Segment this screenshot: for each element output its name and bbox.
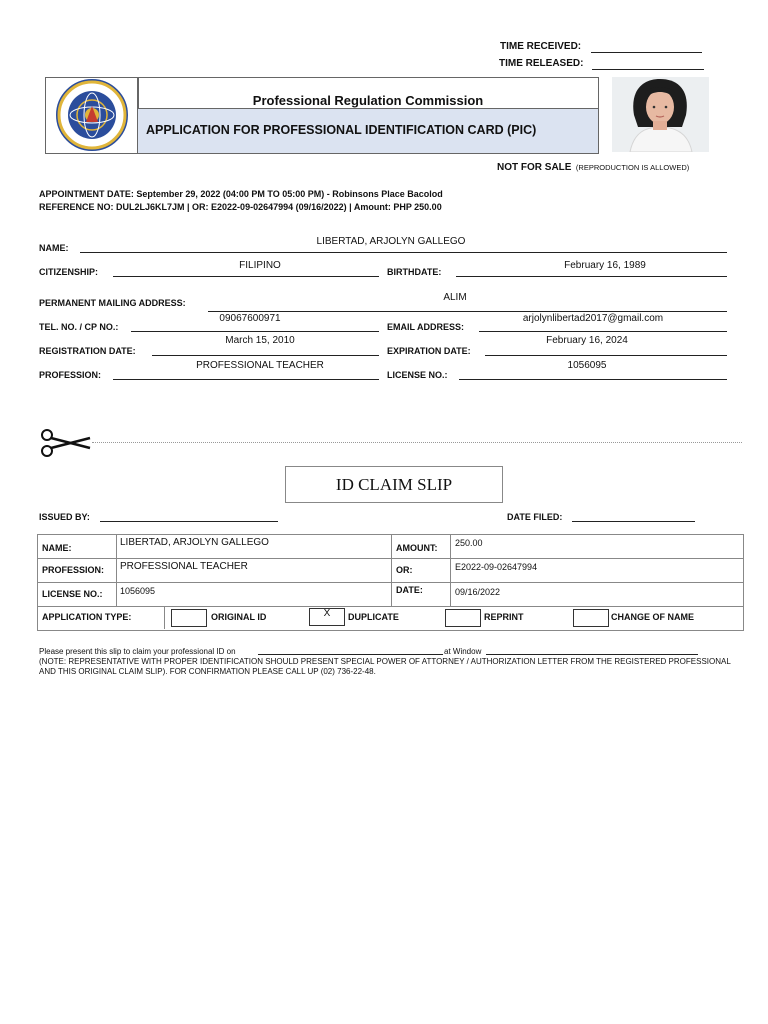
slip-name-label: NAME: xyxy=(42,543,72,553)
slip-date-label: DATE: xyxy=(396,585,423,595)
issued-by-line[interactable] xyxy=(100,521,278,522)
window-label: at Window xyxy=(444,647,482,656)
reprint-label: REPRINT xyxy=(484,612,524,622)
prc-seal-icon xyxy=(46,78,138,153)
time-released-label: TIME RELEASED: xyxy=(499,58,584,69)
original-id-label: ORIGINAL ID xyxy=(211,612,267,622)
slip-or-value[interactable]: E2022-09-02647994 xyxy=(455,562,538,572)
table-col-divider xyxy=(164,606,165,629)
name-value[interactable]: LIBERTAD, ARJOLYN GALLEGO xyxy=(316,236,466,247)
cut-line xyxy=(92,442,742,443)
slip-amount-value[interactable]: 250.00 xyxy=(455,538,483,548)
name-label: NAME: xyxy=(39,243,69,253)
table-row-divider xyxy=(37,558,743,559)
representative-note: (NOTE: REPRESENTATIVE WITH PROPER IDENTIFICATION SHOULD PRESENT SPECIAL POWER OF ATTORNEY / AUTHORIZATION LETTER FROM THE REGISTERED PROFESSIONAL AND THIS ORIGINAL CLAIM SLIP). FOR CONFIRMATION PLEASE CALL UP (02) 736-22-48. xyxy=(39,657,731,676)
not-for-sale-label: NOT FOR SALE xyxy=(497,162,572,173)
person-photo-icon xyxy=(612,77,709,152)
claim-instruction-text: Please present this slip to claim your professional ID on xyxy=(39,647,236,656)
slip-license-value[interactable]: 1056095 xyxy=(120,586,156,596)
birthdate-value[interactable]: February 16, 1989 xyxy=(564,260,646,271)
email-label: EMAIL ADDRESS: xyxy=(387,322,465,332)
email-value[interactable]: arjolynlibertad2017@gmail.com xyxy=(522,313,664,324)
expiration-date-line xyxy=(485,355,727,356)
citizenship-value[interactable]: FILIPINO xyxy=(239,260,281,271)
slip-or-label: OR: xyxy=(396,565,413,575)
slip-license-label: LICENSE NO.: xyxy=(42,589,103,599)
profession-value[interactable]: PROFESSIONAL TEACHER xyxy=(196,360,324,371)
registration-date-value[interactable]: March 15, 2010 xyxy=(225,335,295,346)
form-title: APPLICATION FOR PROFESSIONAL IDENTIFICATION CARD (PIC) xyxy=(146,123,537,137)
table-col-divider xyxy=(116,534,117,606)
expiration-date-label: EXPIRATION DATE: xyxy=(387,346,471,356)
change-of-name-checkbox[interactable] xyxy=(573,609,609,627)
form-title-box xyxy=(137,108,599,154)
slip-name-value[interactable]: LIBERTAD, ARJOLYN GALLEGO xyxy=(120,537,269,548)
change-of-name-label: CHANGE OF NAME xyxy=(611,612,694,622)
time-received-label: TIME RECEIVED: xyxy=(500,41,582,52)
license-value[interactable]: 1056095 xyxy=(567,360,607,371)
table-col-divider xyxy=(450,534,451,606)
claim-date-line[interactable] xyxy=(258,654,443,655)
tel-label: TEL. NO. / CP NO.: xyxy=(39,322,119,332)
org-name-box xyxy=(137,77,599,110)
table-col-divider xyxy=(391,534,392,606)
registration-date-label: REGISTRATION DATE: xyxy=(39,346,136,356)
name-line xyxy=(80,252,727,253)
reproduction-note: (REPRODUCTION IS ALLOWED) xyxy=(575,163,690,172)
license-line xyxy=(459,379,727,380)
slip-profession-value[interactable]: PROFESSIONAL TEACHER xyxy=(120,561,248,572)
not-for-sale xyxy=(497,157,689,175)
date-filed-label: DATE FILED: xyxy=(507,512,563,522)
duplicate-checkbox[interactable]: X xyxy=(309,608,345,626)
claim-slip-title-box xyxy=(285,466,503,503)
license-label: LICENSE NO.: xyxy=(387,370,448,380)
original-id-checkbox[interactable] xyxy=(171,609,207,627)
address-label: PERMANENT MAILING ADDRESS: xyxy=(39,298,186,308)
birthdate-line xyxy=(456,276,727,277)
issued-by-label: ISSUED BY: xyxy=(39,512,90,522)
registration-date-line xyxy=(152,355,379,356)
citizenship-label: CITIZENSHIP: xyxy=(39,267,99,277)
org-name: Professional Regulation Commission xyxy=(252,93,484,108)
tel-value[interactable]: 09067600971 xyxy=(219,313,281,324)
tel-line xyxy=(131,331,379,332)
time-received-line[interactable] xyxy=(591,52,702,53)
profession-label: PROFESSION: xyxy=(39,370,102,380)
slip-profession-label: PROFESSION: xyxy=(42,565,105,575)
scissors-icon xyxy=(38,428,94,463)
reprint-checkbox[interactable] xyxy=(445,609,481,627)
slip-amount-label: AMOUNT: xyxy=(396,543,438,553)
time-released-line[interactable] xyxy=(592,69,704,70)
profession-line xyxy=(113,379,379,380)
duplicate-label: DUPLICATE xyxy=(348,612,399,622)
slip-date-value[interactable]: 09/16/2022 xyxy=(455,587,501,597)
birthdate-label: BIRTHDATE: xyxy=(387,267,442,277)
citizenship-line xyxy=(113,276,379,277)
email-line xyxy=(479,331,727,332)
address-line xyxy=(208,311,727,312)
table-row-divider xyxy=(37,606,743,607)
window-line[interactable] xyxy=(486,654,698,655)
appointment-line: APPOINTMENT DATE: September 29, 2022 (04:00 PM TO 05:00 PM) - Robinsons Place Bacolod xyxy=(39,189,443,199)
claim-slip-title: ID CLAIM SLIP xyxy=(335,475,453,494)
reference-line: REFERENCE NO: DUL2LJ6KL7JM | OR: E2022-09-02647994 (09/16/2022) | Amount: PHP 250.00 xyxy=(39,202,442,212)
seal-box xyxy=(45,77,139,154)
applicant-photo xyxy=(612,77,709,152)
date-filed-line[interactable] xyxy=(572,521,695,522)
expiration-date-value[interactable]: February 16, 2024 xyxy=(546,335,628,346)
address-value[interactable]: ALIM xyxy=(443,292,467,303)
table-row-divider xyxy=(37,582,743,583)
application-type-label: APPLICATION TYPE: xyxy=(42,612,132,622)
